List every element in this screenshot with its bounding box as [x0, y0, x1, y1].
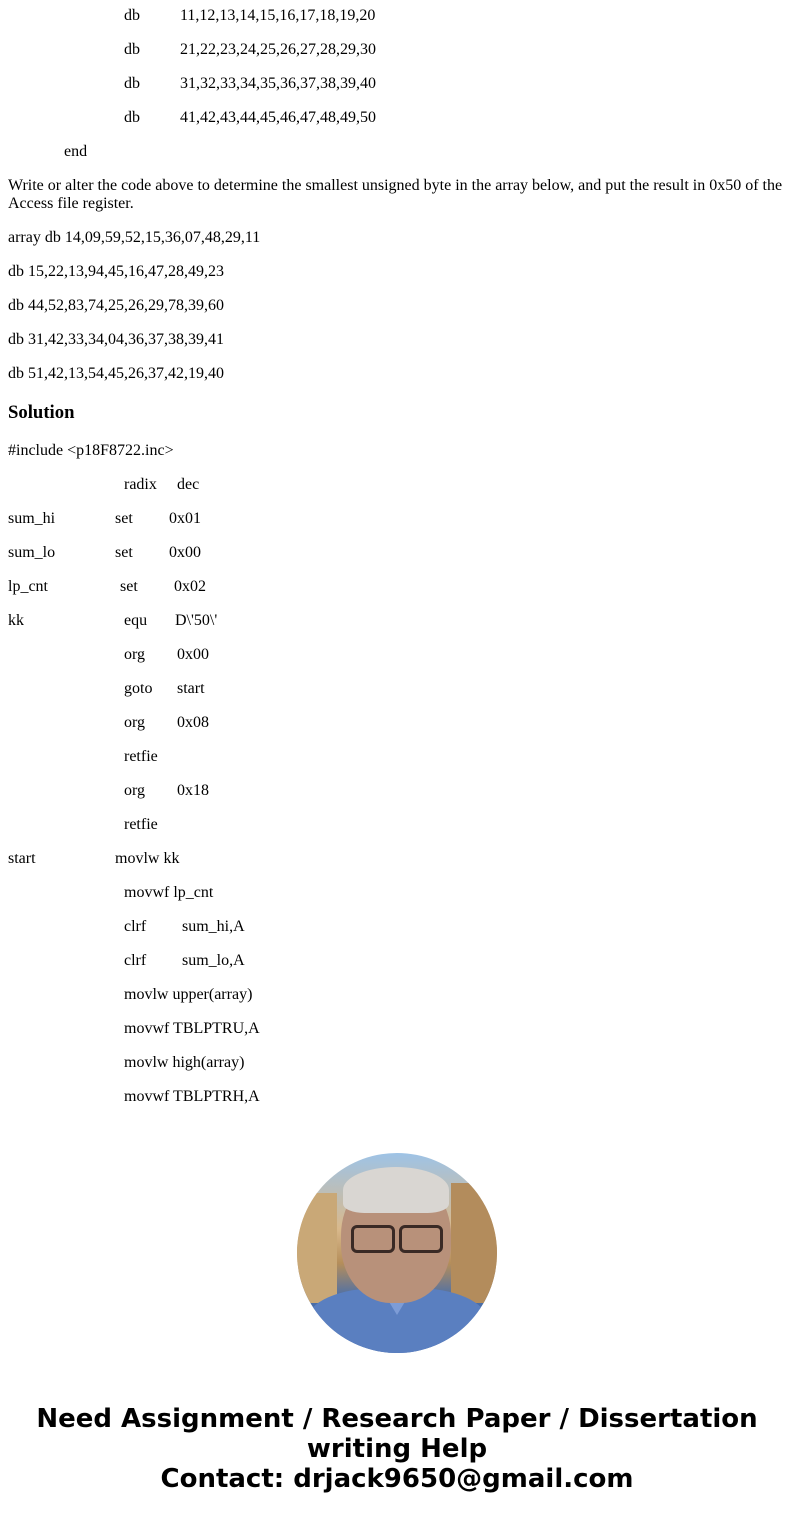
avatar-background [451, 1183, 497, 1303]
code-instruction: movlw upper(array) [124, 986, 253, 1003]
code-keyword: set [120, 578, 138, 595]
code-db-keyword: db [124, 41, 140, 58]
avatar-background [297, 1193, 337, 1303]
code-arg: sum_lo,A [182, 952, 245, 969]
code-db-keyword: db [124, 75, 140, 92]
code-keyword: clrf [124, 918, 147, 935]
code-label: start [8, 850, 36, 867]
code-db-values: 21,22,23,24,25,26,27,28,29,30 [180, 41, 376, 58]
code-instruction: retfie [124, 748, 158, 765]
array-line: db 15,22,13,94,45,16,47,28,49,23 [8, 263, 224, 280]
question-text: Write or alter the code above to determine the smallest unsigned byte in the array below, and put the result in 0x50 of the Access file register. [8, 177, 783, 212]
array-line: db 51,42,13,54,45,26,37,42,19,40 [8, 365, 224, 382]
array-line: db 44,52,83,74,25,26,29,78,39,60 [8, 297, 224, 314]
code-arg: sum_hi,A [182, 918, 245, 935]
code-instruction: movwf TBLPTRH,A [124, 1088, 260, 1105]
code-instruction: movlw kk [115, 850, 180, 867]
code-label: kk [8, 612, 24, 629]
code-label: sum_hi [8, 510, 56, 527]
code-arg: start [177, 680, 205, 697]
code-arg: 0x18 [177, 782, 209, 799]
code-end: end [64, 143, 88, 160]
code-arg: 0x01 [169, 510, 201, 527]
code-keyword: org [124, 646, 146, 663]
code-keyword: clrf [124, 952, 147, 969]
array-line: db 31,42,33,34,04,36,37,38,39,41 [8, 331, 224, 348]
code-db-keyword: db [124, 109, 140, 126]
code-label: sum_lo [8, 544, 56, 561]
code-keyword: radix [124, 476, 157, 493]
code-keyword: goto [124, 680, 153, 697]
code-keyword: set [115, 510, 133, 527]
code-db-keyword: db [124, 7, 140, 24]
code-keyword: org [124, 782, 146, 799]
solution-heading: Solution [8, 402, 75, 423]
array-line: array db 14,09,59,52,15,36,07,48,29,11 [8, 229, 261, 246]
code-instruction: movwf TBLPTRU,A [124, 1020, 260, 1037]
code-instruction: movwf lp_cnt [124, 884, 214, 901]
promo-line: Need Assignment / Research Paper / Dissertation [36, 1404, 758, 1434]
code-db-values: 31,32,33,34,35,36,37,38,39,40 [180, 75, 376, 92]
code-keyword: equ [124, 612, 148, 629]
code-arg: 0x00 [169, 544, 201, 561]
code-arg: 0x02 [174, 578, 206, 595]
code-db-values: 41,42,43,44,45,46,47,48,49,50 [180, 109, 376, 126]
avatar-hair [343, 1167, 449, 1213]
promo-banner [0, 1404, 794, 1494]
code-instruction: movlw high(array) [124, 1054, 245, 1071]
avatar-glasses [351, 1225, 443, 1249]
code-keyword: set [115, 544, 133, 561]
promo-contact: Contact: drjack9650@gmail.com [160, 1464, 634, 1494]
code-instruction: retfie [124, 816, 158, 833]
code-db-values: 11,12,13,14,15,16,17,18,19,20 [180, 7, 376, 24]
code-arg: dec [177, 476, 200, 493]
code-arg: D\'50\' [175, 612, 218, 629]
code-arg: 0x00 [177, 646, 209, 663]
code-keyword: org [124, 714, 146, 731]
author-avatar [297, 1153, 497, 1353]
promo-line: writing Help [306, 1434, 488, 1464]
code-label: lp_cnt [8, 578, 48, 595]
code-include: #include <p18F8722.inc> [8, 442, 174, 459]
code-arg: 0x08 [177, 714, 209, 731]
